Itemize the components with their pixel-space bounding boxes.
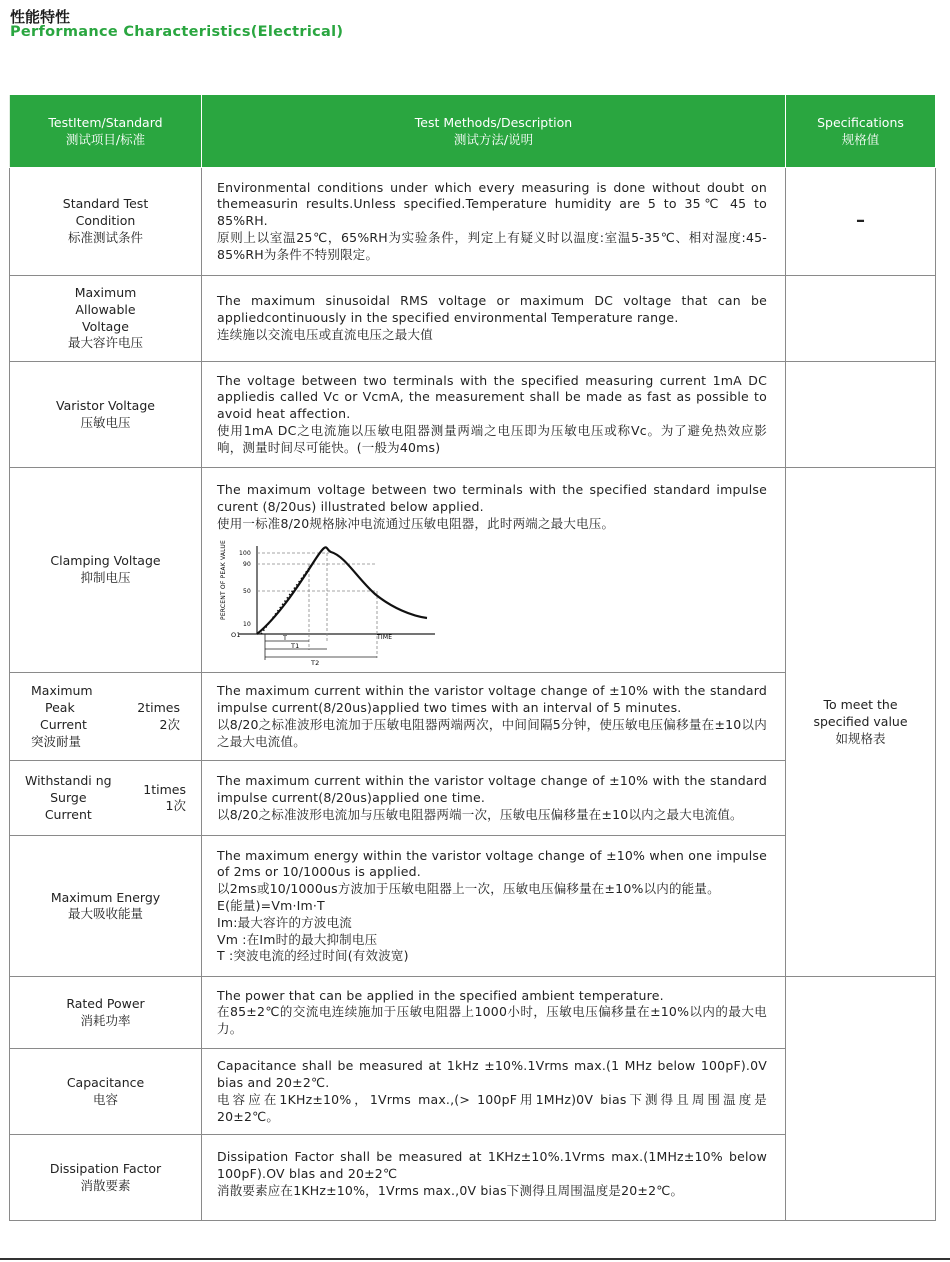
graph-ytick: 10 xyxy=(243,621,252,629)
desc-text: Im:最大容许的方波电流 xyxy=(217,914,352,930)
item-label: 最大吸收能量 xyxy=(67,906,143,922)
row-item-max-energy xyxy=(10,836,202,977)
row-spec xyxy=(786,168,936,276)
table-header-row xyxy=(10,95,936,168)
performance-table xyxy=(9,94,936,1221)
row-item-max-allowable-voltage xyxy=(10,276,202,362)
desc-text: The maximum sinusoidal RMS voltage or maximum DC voltage that can be appliedcontinuously in the specified environmental Temperature range. xyxy=(217,293,767,326)
page-title-cn: 性能特性 xyxy=(10,8,71,26)
desc-text: Dissipation Factor shall be measured at 1KHz±10%.1Vrms max.(1MHz±10% below 100pF).OV blas and 20±2℃ xyxy=(217,1149,767,1182)
desc-text: 以2ms或10/1000us方波加于压敏电阻器上一次，压敏电压偏移量在±10%以内的能量。 xyxy=(217,881,720,897)
row-item-standard-test-condition xyxy=(10,168,202,276)
item-label: Voltage xyxy=(82,318,129,334)
table-row xyxy=(10,1049,936,1135)
graph-t2-label: T2 xyxy=(311,659,320,668)
graph-ytick: 100 xyxy=(239,550,252,558)
row-desc xyxy=(202,1049,786,1135)
desc-text: E(能量)=Vm·Im·T xyxy=(217,897,325,913)
desc-text: The maximum current within the varistor voltage change of ±10% with the standard impulse current(8/20us)applied two times with an interval of 5 minutes. xyxy=(217,683,767,716)
graph-t-label: T xyxy=(283,634,288,643)
desc-text: Capacitance shall be measured at 1kHz ±10%.1Vrms max.(1 MHz below 100pF).0V bias and 20±2℃. xyxy=(217,1058,767,1091)
row-item-withstanding-surge-current xyxy=(10,761,202,836)
item-label: 标准测试条件 xyxy=(67,229,143,245)
item-right xyxy=(137,700,180,734)
desc-text: The maximum current within the varistor voltage change of ±10% with the standard impulse current(8/20us)applied one time. xyxy=(217,773,767,805)
item-label: Maximum Energy xyxy=(50,889,161,905)
row-spec-merged xyxy=(786,468,936,977)
row-item-varistor-voltage xyxy=(10,362,202,468)
graph-origin-label: O1 xyxy=(231,631,241,640)
header-test-item-en: TestItem/Standard xyxy=(48,115,163,130)
spec-text: 如规格表 xyxy=(835,730,886,746)
item-label: Varistor Voltage xyxy=(56,397,155,413)
desc-text: 电容应在1KHz±10%，1Vrms max.,(> 100pF用1MHz)0V bias下测得且周围温度是20±2℃。 xyxy=(217,1091,767,1124)
item-label: 消散要素 xyxy=(80,1177,131,1193)
table-row xyxy=(10,168,936,276)
item-label: Allowable xyxy=(75,301,136,317)
row-desc xyxy=(202,977,786,1049)
desc-text: 连续施以交流电压或直流电压之最大值 xyxy=(217,326,433,342)
row-desc xyxy=(202,673,786,761)
header-specifications xyxy=(786,95,936,168)
desc-text: T :突波电流的经过时间(有效波宽) xyxy=(217,948,409,964)
desc-text: The power that can be applied in the specified ambient temperature. xyxy=(217,987,664,1003)
desc-text: The voltage between two terminals with the specified measuring current 1mA DC appliedis called Vc or VcmA, the measurement shall be made as fast as possible to avoid heat affection. xyxy=(217,372,767,422)
header-specifications-cn: 规格值 xyxy=(841,132,880,147)
item-label: Dissipation Factor xyxy=(49,1161,162,1177)
item-label: Peak xyxy=(45,700,75,716)
desc-text: Environmental conditions under which every measuring is done without doubt on themeasurin results.Unless specified.Temperature humidity are 5 to 35℃ 45 to 85%RH. xyxy=(217,179,767,229)
item-label: Surge xyxy=(50,789,87,805)
item-right xyxy=(143,782,186,816)
desc-text: The maximum voltage between two terminals with the specified standard impulse curent (8/20us) illustrated below applied. xyxy=(217,482,767,514)
row-spec-empty xyxy=(786,362,936,468)
graph-ytick: 90 xyxy=(243,561,252,569)
item-label: Clamping Voltage xyxy=(50,553,161,569)
item-label: 消耗功率 xyxy=(80,1012,131,1028)
row-spec-empty xyxy=(786,977,936,1049)
row-desc xyxy=(202,276,786,362)
header-test-item xyxy=(10,95,202,168)
table-row xyxy=(10,468,936,673)
item-label: Current xyxy=(40,716,87,732)
item-label: 最大容许电压 xyxy=(67,335,143,351)
graph-t1-label: T1 xyxy=(291,642,300,651)
page-title-en: Performance Characteristics(Electrical) xyxy=(10,24,344,40)
item-label: 2次 xyxy=(159,716,180,732)
item-label: 抑制电压 xyxy=(80,570,131,586)
page-bottom-rule xyxy=(0,1258,950,1260)
row-desc xyxy=(202,761,786,836)
row-item-rated-power xyxy=(10,977,202,1049)
spec-dash: – xyxy=(856,210,865,232)
graph-x-label: TIME xyxy=(377,634,393,642)
desc-text: 消散要素应在1KHz±10%，1Vrms max.,0V bias下测得且周围温度是20±2℃。 xyxy=(217,1182,684,1198)
desc-text: 在85±2℃的交流电连续施加于压敏电阻器上1000小时，压敏电压偏移量在±10%以内的最大电力。 xyxy=(217,1004,767,1037)
impulse-waveform-graph xyxy=(217,538,437,668)
table-row xyxy=(10,1135,936,1221)
item-label: Maximum xyxy=(31,683,93,699)
row-desc xyxy=(202,836,786,977)
table-row xyxy=(10,276,936,362)
row-spec-empty xyxy=(786,1049,936,1135)
row-spec-empty xyxy=(786,276,936,362)
item-label: 2times xyxy=(137,700,180,716)
item-label: Standard Test xyxy=(62,196,149,212)
row-item-capacitance xyxy=(10,1049,202,1135)
graph-ytick: 50 xyxy=(243,588,252,596)
header-test-item-cn: 测试项目/标准 xyxy=(65,132,146,147)
item-label: 突波耐量 xyxy=(31,733,82,749)
table-row xyxy=(10,362,936,468)
row-item-dissipation-factor xyxy=(10,1135,202,1221)
header-test-methods xyxy=(202,95,786,168)
desc-text: 使用一标准8/20规格脉冲电流通过压敏电阻器，此时两端之最大电压。 xyxy=(217,515,615,531)
desc-text: 以8/20之标准波形电流加与压敏电阻器两端一次，压敏电压偏移量在±10以内之最大电流值。 xyxy=(217,806,743,822)
item-left xyxy=(31,683,93,750)
header-specifications-en: Specifications xyxy=(817,115,904,130)
desc-text: 原则上以室温25℃，65%RH为实验条件，判定上有疑义时以温度:室温5-35℃、相对湿度:45-85%RH为条件不特别限定。 xyxy=(217,229,767,262)
spec-text: To meet the xyxy=(823,697,898,712)
item-label: 压敏电压 xyxy=(80,414,131,430)
item-label: Maximum xyxy=(74,284,137,300)
desc-text: 以8/20之标准波形电流加于压敏电阻器两端两次，中间间隔5分钟，使压敏电压偏移量在±10以内之最大电流值。 xyxy=(217,716,767,749)
row-item-clamping-voltage xyxy=(10,468,202,673)
row-item-max-peak-current xyxy=(10,673,202,761)
graph-y-label: PERCENT OF PEAK VALUE xyxy=(220,540,227,621)
row-desc xyxy=(202,362,786,468)
desc-text: Vm :在Im时的最大抑制电压 xyxy=(217,931,378,947)
desc-text: The maximum energy within the varistor voltage change of ±10% when one impulse of 2ms or 10/1000us is applied. xyxy=(217,847,767,880)
item-label: Capacitance xyxy=(66,1075,145,1091)
row-desc xyxy=(202,1135,786,1221)
spec-text: specified value xyxy=(813,713,908,729)
item-label: Current xyxy=(44,806,92,822)
desc-text: 使用1mA DC之电流施以压敏电阻器测量两端之电压即为压敏电压或称Vc。为了避免热效应影响，测量时间尽可能快。(一般为40ms) xyxy=(217,422,767,455)
item-label: 电容 xyxy=(92,1091,118,1107)
item-left xyxy=(25,773,112,823)
row-spec-empty xyxy=(786,1135,936,1221)
header-test-methods-cn: 测试方法/说明 xyxy=(453,132,534,147)
header-test-methods-en: Test Methods/Description xyxy=(414,115,573,130)
table-row xyxy=(10,977,936,1049)
item-label: 1times xyxy=(143,781,186,797)
item-label: Condition xyxy=(75,213,136,229)
item-label: Withstandi ng xyxy=(25,773,112,789)
row-desc xyxy=(202,168,786,276)
item-label: Rated Power xyxy=(66,996,145,1012)
item-label: 1次 xyxy=(165,798,186,814)
row-desc xyxy=(202,468,786,673)
